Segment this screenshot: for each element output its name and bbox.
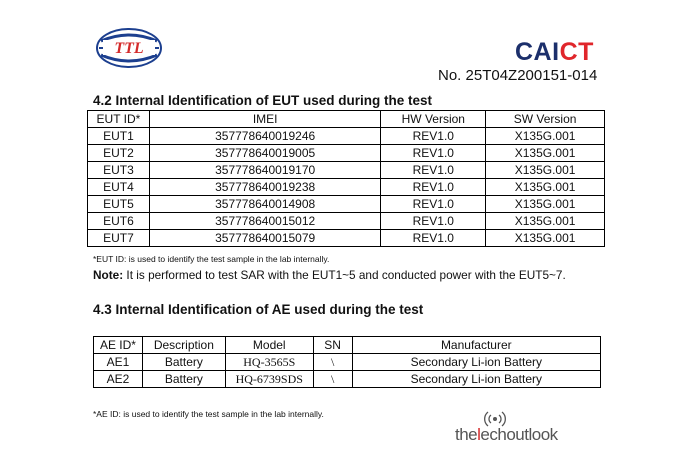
manufacturer-cell: Secondary Li-ion Battery bbox=[352, 371, 600, 388]
sn-cell: \ bbox=[313, 354, 352, 371]
ttl-logo bbox=[95, 27, 163, 69]
table-row bbox=[94, 354, 601, 371]
table-row bbox=[88, 162, 605, 179]
note-label: Note: bbox=[93, 268, 124, 282]
column-header-model: Model bbox=[225, 337, 313, 354]
imei-cell: 357778640019170 bbox=[149, 162, 381, 179]
table-row bbox=[88, 145, 605, 162]
eut-id-cell: EUT1 bbox=[88, 128, 150, 145]
column-header-description: Description bbox=[142, 337, 225, 354]
table-row bbox=[88, 230, 605, 247]
column-header-manufacturer: Manufacturer bbox=[352, 337, 600, 354]
report-number: No. 25T04Z200151-014 bbox=[438, 67, 598, 84]
sn-cell: \ bbox=[313, 371, 352, 388]
imei-cell: 357778640019238 bbox=[149, 179, 381, 196]
sw-version-cell: X135G.001 bbox=[486, 213, 605, 230]
sw-version-cell: X135G.001 bbox=[486, 196, 605, 213]
caict-logo-text: CAICT bbox=[515, 38, 594, 66]
ae-table-header bbox=[94, 337, 601, 354]
ae-table bbox=[93, 336, 601, 388]
model-cell: HQ-3565S bbox=[225, 354, 313, 371]
eut-id-cell: EUT3 bbox=[88, 162, 150, 179]
caict-logo bbox=[515, 38, 594, 67]
sw-version-cell: X135G.001 bbox=[486, 230, 605, 247]
column-header-hw-version: HW Version bbox=[381, 111, 486, 128]
ae-footnote: *AE ID: is used to identify the test sample in the lab internally. bbox=[93, 409, 324, 419]
manufacturer-cell: Secondary Li-ion Battery bbox=[352, 354, 600, 371]
hw-version-cell: REV1.0 bbox=[381, 179, 486, 196]
eut-id-cell: EUT6 bbox=[88, 213, 150, 230]
eut-table-header bbox=[88, 111, 605, 128]
eut-id-cell: EUT4 bbox=[88, 179, 150, 196]
sw-version-cell: X135G.001 bbox=[486, 145, 605, 162]
hw-version-cell: REV1.0 bbox=[381, 162, 486, 179]
imei-cell: 357778640014908 bbox=[149, 196, 381, 213]
ttl-logo-text: TTL bbox=[114, 40, 144, 57]
signal-icon bbox=[482, 407, 508, 427]
description-cell: Battery bbox=[142, 371, 225, 388]
column-header-sw-version: SW Version bbox=[486, 111, 605, 128]
eut-id-cell: EUT7 bbox=[88, 230, 150, 247]
imei-cell: 357778640019005 bbox=[149, 145, 381, 162]
techoutlook-watermark bbox=[455, 407, 570, 447]
sw-version-cell: X135G.001 bbox=[486, 162, 605, 179]
description-cell: Battery bbox=[142, 354, 225, 371]
table-row bbox=[88, 179, 605, 196]
column-header-ae-id: AE ID* bbox=[94, 337, 143, 354]
column-header-imei: IMEI bbox=[149, 111, 381, 128]
table-row bbox=[94, 371, 601, 388]
eut-section-title: 4.2 Internal Identification of EUT used during the test bbox=[93, 93, 433, 108]
column-header-sn: SN bbox=[313, 337, 352, 354]
imei-cell: 357778640015012 bbox=[149, 213, 381, 230]
ae-section-title: 4.3 Internal Identification of AE used during the test bbox=[93, 302, 424, 317]
sw-version-cell: X135G.001 bbox=[486, 179, 605, 196]
note bbox=[93, 268, 566, 282]
eut-id-cell: EUT5 bbox=[88, 196, 150, 213]
model-cell: HQ-6739SDS bbox=[225, 371, 313, 388]
hw-version-cell: REV1.0 bbox=[381, 128, 486, 145]
table-row bbox=[88, 128, 605, 145]
eut-table bbox=[87, 110, 605, 247]
watermark-text: thelechoutlook bbox=[455, 425, 558, 444]
caict-logo-accent: CT bbox=[559, 38, 594, 66]
imei-cell: 357778640015079 bbox=[149, 230, 381, 247]
sw-version-cell: X135G.001 bbox=[486, 128, 605, 145]
eut-footnote: *EUT ID: is used to identify the test sample in the lab internally. bbox=[93, 254, 330, 264]
hw-version-cell: REV1.0 bbox=[381, 145, 486, 162]
note-text: It is performed to test SAR with the EUT1~5 and conducted power with the EUT5~7. bbox=[123, 268, 566, 282]
ae-id-cell: AE2 bbox=[94, 371, 143, 388]
table-row bbox=[88, 213, 605, 230]
hw-version-cell: REV1.0 bbox=[381, 196, 486, 213]
hw-version-cell: REV1.0 bbox=[381, 213, 486, 230]
ae-id-cell: AE1 bbox=[94, 354, 143, 371]
hw-version-cell: REV1.0 bbox=[381, 230, 486, 247]
eut-id-cell: EUT2 bbox=[88, 145, 150, 162]
imei-cell: 357778640019246 bbox=[149, 128, 381, 145]
table-row bbox=[88, 196, 605, 213]
column-header-eut-id: EUT ID* bbox=[88, 111, 150, 128]
